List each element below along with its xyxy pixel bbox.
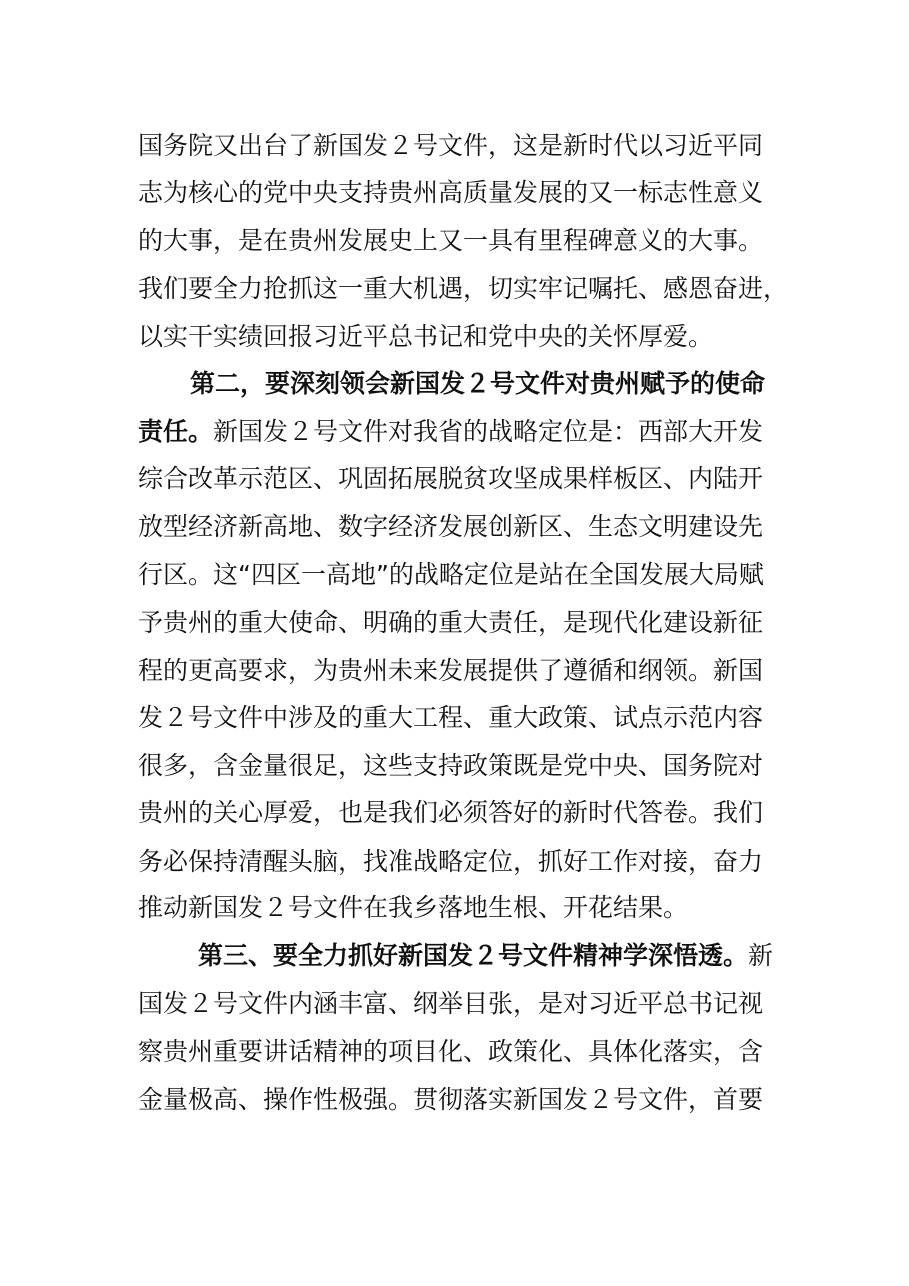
line-text: 志为核心的党中央支持贵州高质量发展的又一标志性意义 <box>138 178 764 207</box>
line-text: 行区。这“四区一高地”的战略定位是站在全国发展大局赋 <box>138 560 764 589</box>
paragraph-line <box>138 221 764 261</box>
paragraph-line <box>138 603 764 643</box>
line-text: 发２号文件中涉及的重大工程、重大政策、试点示范内容 <box>138 703 764 732</box>
line-text: 的大事，是在贵州发展史上又一具有里程碑意义的大事。 <box>138 226 764 255</box>
paragraph-line <box>138 842 764 882</box>
paragraph-line <box>138 269 789 309</box>
paragraph-line <box>138 1032 764 1072</box>
section-three-heading <box>198 936 774 976</box>
line-text: 金量极高、操作性极强。贯彻落实新国发２号文件，首要 <box>138 1085 764 1114</box>
line-text: 很多，含金量很足，这些支持政策既是党中央、国务院对 <box>138 751 764 780</box>
line-text: 推动新国发２号文件在我乡落地生根、开花结果。 <box>138 893 689 922</box>
line-text: 放型经济新高地、数字经济发展创新区、生态文明建设先 <box>138 512 764 541</box>
line-text: 新国发２号文件对我省的战略定位是：西部大开发 <box>213 417 764 446</box>
paragraph-line <box>138 555 764 595</box>
bold-heading-text: 责任。 <box>138 417 214 446</box>
line-text: 以实干实绩回报习近平总书记和党中央的关怀厚爱。 <box>138 322 714 351</box>
paragraph-line <box>138 698 764 738</box>
paragraph-line <box>138 507 764 547</box>
line-text: 国发２号文件内涵丰富、纲举目张，是对习近平总书记视 <box>138 989 764 1018</box>
paragraph-line <box>138 317 758 357</box>
paragraph-line <box>138 746 764 786</box>
line-text: 综合改革示范区、巩固拓展脱贫攻坚成果样板区、内陆开 <box>138 464 764 493</box>
line-text: 我们要全力抢抓这一重大机遇，切实牢记嘱托、感恩奋进， <box>138 274 789 303</box>
paragraph-line <box>138 126 764 166</box>
line-text: 贵州的关心厚爱，也是我们必须答好的新时代答卷。我们 <box>138 798 764 827</box>
line-text: 予贵州的重大使命、明确的重大责任，是现代化建设新征 <box>138 608 764 637</box>
paragraph-line <box>138 651 764 691</box>
bold-heading-text: 第二，要深刻领会新国发２号文件对贵州赋予的使命 <box>190 369 766 398</box>
paragraph-line <box>138 793 764 833</box>
line-text: 国务院又出台了新国发２号文件，这是新时代以习近平同 <box>138 131 764 160</box>
line-text: 程的更高要求，为贵州未来发展提供了遵循和纲领。新国 <box>138 656 764 685</box>
paragraph-line <box>138 459 764 499</box>
line-text: 务必保持清醒头脑，找准战略定位，抓好工作对接，奋力 <box>138 847 764 876</box>
paragraph-line <box>138 173 764 213</box>
paragraph-line <box>138 984 764 1024</box>
paragraph-line <box>138 1080 764 1120</box>
paragraph-line <box>138 888 758 928</box>
bold-heading-text: 第三、要全力抓好新国发２号文件精神学深悟透。 <box>198 941 749 970</box>
section-two-heading <box>190 364 766 404</box>
paragraph-line <box>138 412 764 452</box>
line-text: 新 <box>748 941 774 970</box>
line-text: 察贵州重要讲话精神的项目化、政策化、具体化落实，含 <box>138 1037 764 1066</box>
